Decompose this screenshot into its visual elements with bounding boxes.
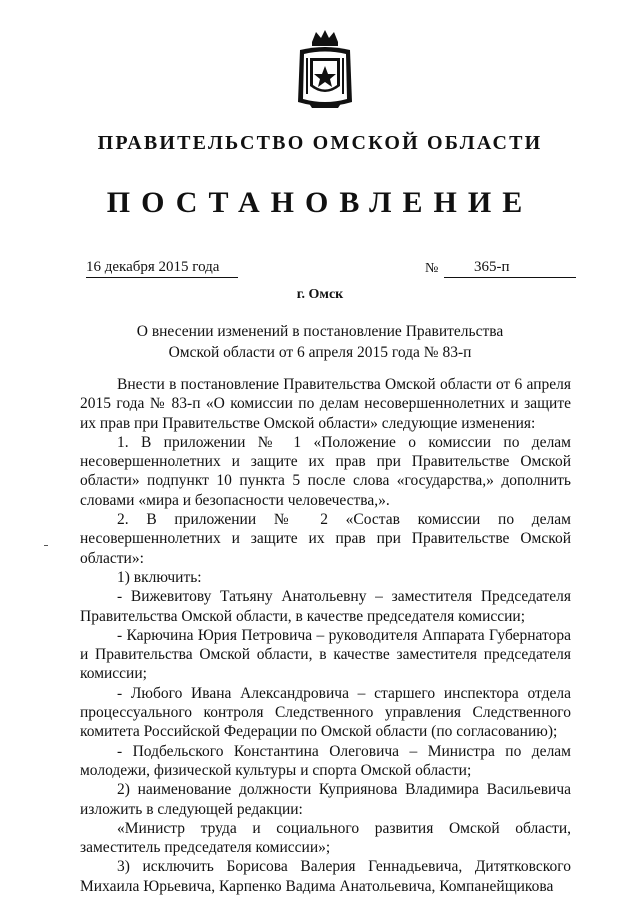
- body-paragraph: 2. В приложении № 2 «Состав комиссии по делам несовершеннолетних и защите их прав при Правительстве Омской области»:: [80, 511, 571, 567]
- number-sign: №: [425, 261, 439, 276]
- body-paragraph: 2) наименование должности Куприянова Владимира Васильевича изложить в следующей редакции:: [80, 781, 571, 818]
- body-paragraph: «Министр труда и социального развития Омской области, заместитель председателя комиссии»;: [80, 819, 571, 857]
- body-paragraph: - Вижевитову Татьяну Анатольевну – заместителя Председателя Правительства Омской области, в качестве председателя комиссии;: [80, 588, 571, 625]
- document-number-field: [444, 259, 576, 278]
- document-date: 16 декабря 2015 года: [86, 259, 238, 278]
- body-paragraph: Внести в постановление Правительства Омской области от 6 апреля 2015 года № 83-п «О комиссии по делам несовершеннолетних и защите их прав при Правительстве Омской области» следующие изменения:: [80, 376, 571, 432]
- subject-line-2: Омской области от 6 апреля 2015 года № 83-п: [168, 344, 472, 361]
- body-paragraph: - Подбельского Константина Олеговича – Министра по делам молодежи, физической культуры и спорта Омской области;: [80, 742, 571, 779]
- body-paragraph: 1) включить:: [117, 568, 202, 586]
- document-subject: [0, 321, 640, 363]
- coat-of-arms-icon: [292, 28, 358, 112]
- body-paragraph: - Карючина Юрия Петровича – руководителя Аппарата Губернатора и Правительства Омской области, в качестве заместителя председателя комиссии;: [80, 626, 571, 683]
- body-paragraph: 1. В приложении № 1 «Положение о комиссии по делам несовершеннолетних и защите их прав при Правительстве Омской области» подпункт 10 пункта 5 после слова «государства,» дополнить словами «мира и безопасности человечества,».: [80, 433, 571, 509]
- document-type-title: ПОСТАНОВЛЕНИЕ: [106, 186, 534, 219]
- document-body: [80, 375, 571, 896]
- document-number: 365-п: [474, 259, 510, 275]
- margin-mark: [44, 545, 48, 546]
- city: г. Омск: [296, 287, 344, 302]
- body-paragraph: 3) исключить Борисова Валерия Геннадьевича, Дитятковского Михаила Юрьевича, Карпенко Вадима Анатольевича, Компанейщикова: [80, 858, 571, 895]
- body-paragraph: - Любого Ивана Александровича – старшего инспектора отдела процессуального контроля Следственного управления Следственного комитета Российской Федерации по Омской области (по согласованию);: [80, 684, 571, 741]
- subject-line-1: О внесении изменений в постановление Правительства: [136, 323, 504, 340]
- organization-title: ПРАВИТЕЛЬСТВО ОМСКОЙ ОБЛАСТИ: [97, 132, 543, 154]
